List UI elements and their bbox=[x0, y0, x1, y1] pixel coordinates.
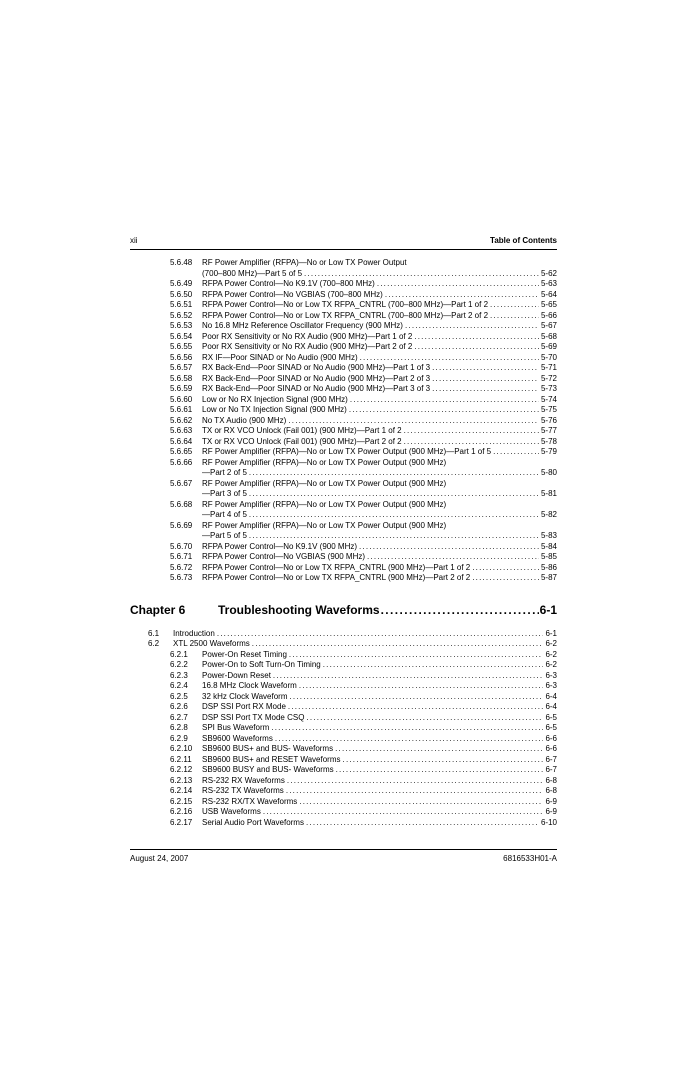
dot-leader bbox=[404, 426, 539, 437]
entry-number: 5.6.71 bbox=[170, 552, 193, 561]
toc-entry[interactable] bbox=[130, 563, 557, 574]
dot-leader bbox=[273, 671, 544, 682]
entry-number: 5.6.50 bbox=[170, 289, 193, 299]
dot-leader bbox=[472, 563, 539, 574]
toc-entry[interactable] bbox=[130, 374, 557, 385]
entry-title: RFPA Power Control—No VGBIAS (700–800 MHz) bbox=[202, 289, 383, 299]
toc-entry-line bbox=[130, 311, 557, 322]
entry-title-continued: —Part 5 of 5 bbox=[202, 531, 247, 540]
toc-content bbox=[130, 235, 557, 828]
entry-title: RFPA Power Control—No or Low TX RFPA_CNTRL (700–800 MHz)—Part 2 of 2 bbox=[202, 310, 489, 320]
dot-leader bbox=[289, 650, 544, 661]
toc-entry[interactable] bbox=[130, 458, 557, 479]
entry-title-continued: —Part 2 of 5 bbox=[202, 468, 247, 477]
entry-title: Power-On to Soft Turn-On Timing bbox=[202, 660, 321, 669]
entry-page-number: 6-1 bbox=[545, 628, 557, 638]
toc-entry-line bbox=[130, 384, 557, 395]
entry-title-continued: —Part 4 of 5 bbox=[202, 510, 247, 519]
entry-number: 6.2.16 bbox=[170, 807, 193, 816]
dot-leader bbox=[299, 681, 544, 692]
toc-entry[interactable] bbox=[130, 744, 557, 755]
toc-entry[interactable] bbox=[130, 681, 557, 692]
dot-leader bbox=[336, 765, 544, 776]
toc-entry-line bbox=[130, 692, 557, 703]
entry-number: 6.2.9 bbox=[170, 733, 188, 743]
toc-entry[interactable] bbox=[130, 692, 557, 703]
toc-entry-line bbox=[130, 734, 557, 745]
dot-leader bbox=[263, 807, 544, 818]
dot-leader bbox=[288, 416, 539, 427]
footer-rule bbox=[130, 849, 557, 850]
entry-page-number: 5-70 bbox=[540, 352, 557, 362]
toc-entry-line bbox=[130, 702, 557, 713]
toc-entry[interactable] bbox=[130, 321, 557, 332]
entry-title: RF Power Amplifier (RFPA)—No or Low TX Power Output (900 MHz) bbox=[202, 499, 447, 509]
toc-entry-line bbox=[130, 479, 557, 490]
dot-leader bbox=[493, 447, 539, 458]
entry-title: RF Power Amplifier (RFPA)—No or Low TX Power Output bbox=[202, 258, 407, 267]
dot-leader bbox=[404, 437, 539, 448]
dot-leader bbox=[472, 573, 539, 584]
dot-leader bbox=[304, 269, 539, 280]
entry-page-number: 6-4 bbox=[545, 691, 557, 701]
entry-number: 6.2.10 bbox=[170, 744, 193, 753]
entry-title: RFPA Power Control—No or Low TX RFPA_CNTRL (700–800 MHz)—Part 1 of 2 bbox=[202, 300, 489, 309]
toc-entry[interactable] bbox=[130, 713, 557, 724]
entry-title: RX Back-End—Poor SINAD or No Audio (900 MHz)—Part 1 of 3 bbox=[202, 363, 431, 372]
dot-leader bbox=[385, 290, 539, 301]
entry-number: 5.6.57 bbox=[170, 363, 193, 372]
entry-title: Low or No TX Injection Signal (900 MHz) bbox=[202, 405, 347, 414]
entry-page-number: 6-3 bbox=[545, 670, 557, 680]
entry-page-number: 5-83 bbox=[540, 531, 557, 540]
dot-leader bbox=[414, 342, 539, 353]
entry-page-number: 5-72 bbox=[540, 373, 557, 383]
toc-entry-line bbox=[130, 650, 557, 661]
toc-entry-line bbox=[130, 786, 557, 797]
dot-leader bbox=[287, 776, 544, 787]
entry-title: DSP SSI Port TX Mode CSQ bbox=[202, 712, 305, 722]
toc-entry[interactable] bbox=[130, 650, 557, 661]
entry-title-continued: —Part 3 of 5 bbox=[202, 489, 247, 498]
entry-page-number: 5-77 bbox=[540, 426, 557, 435]
entry-title: RFPA Power Control—No K9.1V (900 MHz) bbox=[202, 541, 358, 551]
toc-entry[interactable] bbox=[130, 500, 557, 521]
dot-leader bbox=[323, 660, 544, 671]
toc-entry-line bbox=[130, 342, 557, 353]
entry-title: RS-232 RX Waveforms bbox=[202, 775, 285, 785]
entry-page-number: 5-80 bbox=[540, 468, 557, 477]
entry-title: Low or No RX Injection Signal (900 MHz) bbox=[202, 394, 348, 404]
toc-entry[interactable] bbox=[130, 290, 557, 301]
toc-entry[interactable] bbox=[130, 660, 557, 671]
entry-number: 6.2.6 bbox=[170, 702, 188, 711]
entry-number: 6.2.1 bbox=[170, 649, 188, 659]
entry-title: Introduction bbox=[173, 628, 215, 638]
dot-leader bbox=[306, 713, 543, 724]
toc-entry-line bbox=[130, 258, 557, 269]
toc-entry-line bbox=[130, 416, 557, 427]
entry-number: 5.6.55 bbox=[170, 342, 193, 351]
dot-leader bbox=[249, 468, 539, 479]
dot-leader bbox=[414, 332, 539, 343]
dot-leader bbox=[359, 542, 539, 553]
toc-entry-line bbox=[130, 458, 557, 469]
toc-entry[interactable] bbox=[130, 786, 557, 797]
entry-title: SB9600 BUS+ and RESET Waveforms bbox=[202, 754, 341, 764]
dot-leader bbox=[405, 321, 539, 332]
entry-title: No TX Audio (900 MHz) bbox=[202, 415, 287, 425]
entry-page-number: 6-7 bbox=[545, 754, 557, 764]
entry-title: RFPA Power Control—No or Low TX RFPA_CNTRL (900 MHz)—Part 1 of 2 bbox=[202, 562, 471, 572]
entry-title: SPI Bus Waveform bbox=[202, 723, 270, 732]
dot-leader bbox=[349, 405, 539, 416]
entry-number: 5.6.65 bbox=[170, 447, 193, 456]
entry-number: 5.6.52 bbox=[170, 310, 193, 320]
dot-leader bbox=[299, 797, 543, 808]
entry-title: Power-Down Reset bbox=[202, 670, 271, 680]
toc-entry-line bbox=[130, 671, 557, 682]
toc-entry[interactable] bbox=[130, 353, 557, 364]
entry-page-number: 6-2 bbox=[545, 649, 557, 659]
toc-entry-continuation-line bbox=[130, 468, 557, 479]
toc-entry[interactable] bbox=[130, 723, 557, 734]
entry-title: RFPA Power Control—No VGBIAS (900 MHz) bbox=[202, 552, 366, 561]
toc-list-chapter5 bbox=[130, 258, 557, 584]
dot-leader bbox=[377, 279, 539, 290]
entry-title: XTL 2500 Waveforms bbox=[173, 639, 250, 648]
entry-page-number: 6-2 bbox=[545, 639, 557, 648]
toc-entry-line bbox=[130, 807, 557, 818]
entry-page-number: 5-67 bbox=[540, 321, 557, 330]
toc-entry-line bbox=[130, 723, 557, 734]
toc-entry-line bbox=[130, 552, 557, 563]
toc-entry[interactable] bbox=[130, 765, 557, 776]
toc-entry-line bbox=[130, 713, 557, 724]
entry-number: 5.6.49 bbox=[170, 279, 193, 288]
entry-page-number: 5-68 bbox=[540, 331, 557, 341]
entry-title: RF Power Amplifier (RFPA)—No or Low TX Power Output (900 MHz) bbox=[202, 520, 447, 530]
toc-entry-line bbox=[130, 290, 557, 301]
dot-leader bbox=[335, 744, 543, 755]
entry-title: RF Power Amplifier (RFPA)—No or Low TX Power Output (900 MHz) bbox=[202, 478, 447, 488]
entry-number: 5.6.58 bbox=[170, 373, 193, 383]
dot-leader bbox=[249, 531, 539, 542]
entry-page-number: 5-78 bbox=[540, 436, 557, 446]
dot-leader bbox=[252, 639, 544, 650]
entry-title: TX or RX VCO Unlock (Fail 001) (900 MHz)—Part 2 of 2 bbox=[202, 436, 402, 446]
entry-title: Poor RX Sensitivity or No RX Audio (900 MHz)—Part 1 of 2 bbox=[202, 331, 413, 341]
toc-entry-line bbox=[130, 374, 557, 385]
toc-entry[interactable] bbox=[130, 521, 557, 542]
header-title: Table of Contents bbox=[490, 236, 557, 245]
toc-entry[interactable] bbox=[130, 311, 557, 322]
toc-entry-line bbox=[130, 447, 557, 458]
toc-entry-line bbox=[130, 639, 557, 650]
entry-title: RX Back-End—Poor SINAD or No Audio (900 MHz)—Part 3 of 3 bbox=[202, 384, 431, 393]
entry-number: 6.2.2 bbox=[170, 660, 188, 669]
toc-entry-line bbox=[130, 765, 557, 776]
dot-leader bbox=[286, 786, 544, 797]
entry-number: 5.6.73 bbox=[170, 573, 193, 582]
entry-page-number: 6-2 bbox=[545, 660, 557, 669]
entry-page-number: 6-4 bbox=[545, 702, 557, 711]
toc-entry[interactable] bbox=[130, 776, 557, 787]
toc-entry-line bbox=[130, 681, 557, 692]
entry-title: TX or RX VCO Unlock (Fail 001) (900 MHz)—Part 1 of 2 bbox=[202, 426, 402, 435]
dot-leader bbox=[432, 374, 539, 385]
entry-title: RF Power Amplifier (RFPA)—No or Low TX Power Output (900 MHz) bbox=[202, 457, 447, 467]
entry-number: 6.2 bbox=[148, 639, 160, 648]
entry-title: RX Back-End—Poor SINAD or No Audio (900 MHz)—Part 2 of 3 bbox=[202, 373, 431, 383]
toc-entry[interactable] bbox=[130, 542, 557, 553]
entry-page-number: 5-63 bbox=[540, 279, 557, 288]
toc-entry[interactable] bbox=[130, 416, 557, 427]
toc-entry-line bbox=[130, 776, 557, 787]
toc-entry[interactable] bbox=[130, 426, 557, 437]
entry-title: DSP SSI Port RX Mode bbox=[202, 702, 286, 711]
toc-entry-line bbox=[130, 563, 557, 574]
entry-number: 6.2.13 bbox=[170, 775, 193, 785]
entry-title: 32 kHz Clock Waveform bbox=[202, 691, 288, 701]
entry-page-number: 6-10 bbox=[540, 817, 557, 827]
toc-entry-line bbox=[130, 629, 557, 640]
chapter-heading[interactable] bbox=[130, 603, 557, 617]
toc-entry[interactable] bbox=[130, 573, 557, 584]
entry-title: USB Waveforms bbox=[202, 807, 261, 816]
toc-entry-continuation-line bbox=[130, 489, 557, 500]
toc-entry-line bbox=[130, 797, 557, 808]
toc-entry[interactable] bbox=[130, 552, 557, 563]
entry-page-number: 5-87 bbox=[540, 573, 557, 582]
toc-entry[interactable] bbox=[130, 807, 557, 818]
entry-page-number: 5-81 bbox=[540, 489, 557, 498]
toc-entry[interactable] bbox=[130, 734, 557, 745]
entry-page-number: 5-82 bbox=[540, 510, 557, 519]
folio-page-number: xii bbox=[130, 236, 138, 245]
entry-page-number: 6-5 bbox=[545, 723, 557, 732]
entry-title: SB9600 BUS+ and BUS- Waveforms bbox=[202, 744, 334, 753]
toc-entry-line bbox=[130, 660, 557, 671]
entry-number: 5.6.63 bbox=[170, 426, 193, 435]
dot-leader bbox=[432, 384, 539, 395]
dot-leader bbox=[290, 692, 544, 703]
entry-title-continued: (700–800 MHz)—Part 5 of 5 bbox=[202, 268, 303, 278]
dot-leader bbox=[343, 755, 544, 766]
entry-number: 6.2.17 bbox=[170, 817, 193, 827]
toc-entry[interactable] bbox=[130, 384, 557, 395]
footer-date: August 24, 2007 bbox=[130, 854, 189, 863]
chapter-title: Troubleshooting Waveforms bbox=[218, 602, 380, 617]
toc-entry[interactable] bbox=[130, 395, 557, 406]
entry-page-number: 6-7 bbox=[545, 765, 557, 774]
entry-page-number: 6-6 bbox=[545, 733, 557, 743]
toc-entry[interactable] bbox=[130, 671, 557, 682]
entry-page-number: 5-84 bbox=[540, 541, 557, 551]
dot-leader bbox=[275, 734, 544, 745]
dot-leader bbox=[367, 552, 539, 563]
toc-entry[interactable] bbox=[130, 258, 557, 279]
toc-entry[interactable] bbox=[130, 447, 557, 458]
entry-page-number: 6-9 bbox=[545, 807, 557, 816]
dot-leader bbox=[249, 510, 539, 521]
entry-number: 5.6.61 bbox=[170, 405, 193, 414]
entry-page-number: 5-75 bbox=[540, 405, 557, 414]
toc-entry[interactable] bbox=[130, 629, 557, 640]
toc-entry-line bbox=[130, 744, 557, 755]
toc-entry-line bbox=[130, 426, 557, 437]
dot-leader bbox=[249, 489, 539, 500]
entry-number: 6.2.3 bbox=[170, 670, 188, 680]
entry-number: 6.1 bbox=[148, 628, 160, 638]
entry-title: RFPA Power Control—No K9.1V (700–800 MHz) bbox=[202, 279, 375, 288]
entry-title: RFPA Power Control—No or Low TX RFPA_CNTRL (900 MHz)—Part 2 of 2 bbox=[202, 573, 471, 582]
chapter-page-number: 6-1 bbox=[539, 602, 557, 617]
toc-entry-line bbox=[130, 321, 557, 332]
dot-leader bbox=[381, 603, 539, 617]
entry-page-number: 5-65 bbox=[540, 300, 557, 309]
entry-title: No 16.8 MHz Reference Oscillator Frequency (900 MHz) bbox=[202, 321, 403, 330]
entry-page-number: 5-79 bbox=[540, 447, 557, 456]
dot-leader bbox=[271, 723, 543, 734]
toc-entry[interactable] bbox=[130, 342, 557, 353]
header-rule bbox=[130, 249, 557, 250]
entry-number: 5.6.69 bbox=[170, 520, 193, 530]
page-footer bbox=[130, 846, 557, 864]
toc-entry-line bbox=[130, 353, 557, 364]
dot-leader bbox=[306, 818, 539, 829]
entry-number: 5.6.51 bbox=[170, 300, 193, 309]
entry-page-number: 5-66 bbox=[540, 310, 557, 320]
toc-entry[interactable] bbox=[130, 332, 557, 343]
toc-entry-line bbox=[130, 542, 557, 553]
toc-entry[interactable] bbox=[130, 300, 557, 311]
toc-entry-continuation-line bbox=[130, 510, 557, 521]
toc-entry-line bbox=[130, 818, 557, 829]
entry-page-number: 6-9 bbox=[545, 796, 557, 806]
entry-title: RF Power Amplifier (RFPA)—No or Low TX Power Output (900 MHz)—Part 1 of 5 bbox=[202, 447, 492, 456]
entry-title: RS-232 RX/TX Waveforms bbox=[202, 796, 298, 806]
entry-number: 5.6.64 bbox=[170, 436, 193, 446]
dot-leader bbox=[490, 300, 539, 311]
dot-leader bbox=[288, 702, 544, 713]
toc-entry-line bbox=[130, 279, 557, 290]
entry-number: 5.6.62 bbox=[170, 415, 193, 425]
entry-number: 6.2.15 bbox=[170, 796, 193, 806]
entry-title: 16.8 MHz Clock Waveform bbox=[202, 681, 297, 690]
entry-page-number: 6-3 bbox=[545, 681, 557, 690]
toc-entry[interactable] bbox=[130, 755, 557, 766]
entry-number: 5.6.67 bbox=[170, 478, 193, 488]
toc-entry[interactable] bbox=[130, 639, 557, 650]
entry-number: 5.6.70 bbox=[170, 541, 193, 551]
entry-number: 5.6.72 bbox=[170, 562, 193, 572]
entry-number: 5.6.48 bbox=[170, 258, 193, 267]
toc-entry[interactable] bbox=[130, 479, 557, 500]
entry-title: SB9600 BUSY and BUS- Waveforms bbox=[202, 765, 334, 774]
entry-number: 5.6.56 bbox=[170, 352, 193, 362]
entry-number: 6.2.8 bbox=[170, 723, 188, 732]
entry-title: RS-232 TX Waveforms bbox=[202, 786, 284, 795]
entry-number: 5.6.59 bbox=[170, 384, 193, 393]
toc-entry-line bbox=[130, 573, 557, 584]
toc-entry-line bbox=[130, 521, 557, 532]
toc-entry-line bbox=[130, 437, 557, 448]
page-header bbox=[130, 235, 557, 246]
toc-entry-continuation-line bbox=[130, 269, 557, 280]
entry-number: 6.2.5 bbox=[170, 691, 188, 701]
entry-number: 6.2.11 bbox=[170, 754, 192, 764]
entry-page-number: 6-8 bbox=[545, 786, 557, 795]
entry-title: RX IF—Poor SINAD or No Audio (900 MHz) bbox=[202, 352, 358, 362]
toc-entry-line bbox=[130, 755, 557, 766]
entry-number: 5.6.68 bbox=[170, 499, 193, 509]
toc-entry-continuation-line bbox=[130, 531, 557, 542]
entry-page-number: 5-86 bbox=[540, 562, 557, 572]
entry-title: Serial Audio Port Waveforms bbox=[202, 817, 304, 827]
entry-number: 6.2.7 bbox=[170, 712, 188, 722]
chapter-label: Chapter 6 bbox=[130, 602, 186, 617]
entry-page-number: 6-5 bbox=[545, 712, 557, 722]
dot-leader bbox=[432, 363, 539, 374]
footer-doc-number: 6816533H01-A bbox=[503, 854, 557, 863]
entry-number: 6.2.4 bbox=[170, 681, 188, 690]
toc-entry[interactable] bbox=[130, 437, 557, 448]
entry-number: 5.6.54 bbox=[170, 331, 193, 341]
toc-entry[interactable] bbox=[130, 797, 557, 808]
toc-entry-line bbox=[130, 405, 557, 416]
toc-entry[interactable] bbox=[130, 405, 557, 416]
entry-page-number: 5-69 bbox=[540, 342, 557, 351]
toc-entry-line bbox=[130, 363, 557, 374]
entry-number: 5.6.60 bbox=[170, 394, 193, 404]
dot-leader bbox=[490, 311, 539, 322]
toc-list-chapter6 bbox=[130, 629, 557, 829]
entry-page-number: 5-62 bbox=[540, 268, 557, 278]
entry-page-number: 5-71 bbox=[540, 363, 557, 372]
toc-entry-line bbox=[130, 500, 557, 511]
entry-title: SB9600 Waveforms bbox=[202, 733, 273, 743]
entry-page-number: 6-8 bbox=[545, 775, 557, 785]
toc-entry[interactable] bbox=[130, 363, 557, 374]
footer-row bbox=[130, 854, 557, 864]
entry-page-number: 5-74 bbox=[540, 394, 557, 404]
toc-entry-line bbox=[130, 395, 557, 406]
toc-entry[interactable] bbox=[130, 279, 557, 290]
entry-page-number: 5-76 bbox=[540, 415, 557, 425]
entry-number: 6.2.14 bbox=[170, 786, 193, 795]
toc-entry[interactable] bbox=[130, 818, 557, 829]
entry-number: 5.6.53 bbox=[170, 321, 193, 330]
entry-page-number: 5-64 bbox=[540, 289, 557, 299]
entry-title: Poor RX Sensitivity or No RX Audio (900 MHz)—Part 2 of 2 bbox=[202, 342, 413, 351]
entry-page-number: 6-6 bbox=[545, 744, 557, 753]
entry-page-number: 5-73 bbox=[540, 384, 557, 393]
entry-number: 6.2.12 bbox=[170, 765, 193, 774]
entry-number: 5.6.66 bbox=[170, 457, 193, 467]
entry-title: Power-On Reset Timing bbox=[202, 649, 287, 659]
dot-leader bbox=[217, 629, 544, 640]
toc-entry-line bbox=[130, 332, 557, 343]
toc-entry[interactable] bbox=[130, 702, 557, 713]
dot-leader bbox=[360, 353, 539, 364]
toc-entry-line bbox=[130, 300, 557, 311]
entry-page-number: 5-85 bbox=[540, 552, 557, 561]
dot-leader bbox=[350, 395, 539, 406]
